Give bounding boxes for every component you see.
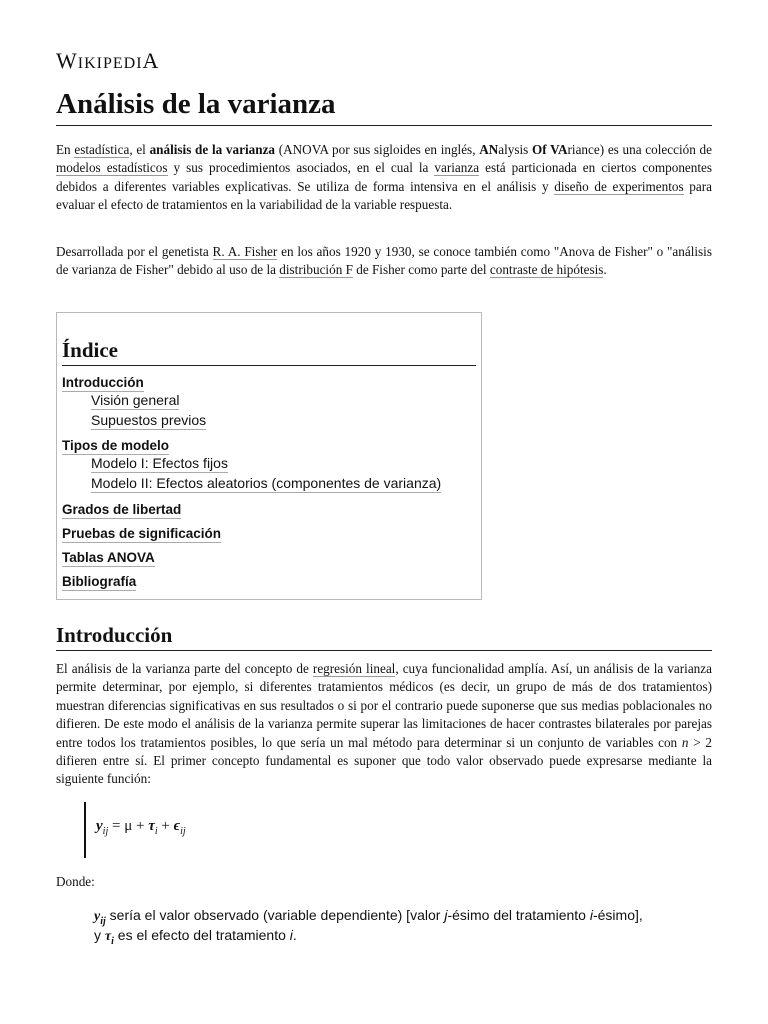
bold-term: Of VA — [532, 142, 568, 157]
introduccion-paragraph — [56, 660, 712, 789]
math-var: τ — [104, 929, 112, 944]
toc-item-grados-de-libertad[interactable]: Grados de libertad — [62, 502, 182, 517]
math-var: n — [681, 734, 689, 750]
wikipedia-logo[interactable] — [56, 48, 159, 74]
toc-item-vision-general[interactable]: Visión general — [91, 392, 180, 408]
intro-paragraph — [56, 141, 712, 215]
link-modelos-estadisticos[interactable]: modelos estadísticos — [56, 160, 168, 176]
toc-item-supuestos-previos[interactable]: Supuestos previos — [91, 412, 207, 428]
toc-item-modelo-i[interactable]: Modelo I: Efectos fijos — [91, 455, 228, 471]
text: alysis — [498, 142, 533, 157]
text: , el — [129, 142, 150, 157]
toc-item-tipos-de-modelo[interactable]: Tipos de modelo — [62, 438, 170, 453]
formula-bar — [84, 802, 86, 858]
text: El análisis de la varianza parte del concepto de — [56, 661, 313, 676]
bold-term: análisis de la varianza — [149, 142, 276, 157]
math-sub: ij — [100, 915, 106, 927]
text: de Fisher como parte del — [352, 262, 490, 278]
donde-label: Donde: — [56, 874, 95, 889]
toc-item-tablas-anova[interactable]: Tablas ANOVA — [62, 550, 155, 565]
math-op: + — [157, 818, 174, 834]
text: en los años 1920 y 1930, se conoce también como "Anova de Fisher" o "análisis de varianza de Fisher" debido al uso de la — [56, 244, 712, 278]
link-distribucion-f[interactable]: distribución F — [279, 262, 353, 278]
math-sub: i — [111, 935, 114, 947]
link-estadistica[interactable]: estadística — [74, 142, 130, 157]
text: . — [603, 262, 607, 278]
math-sub: ij — [102, 826, 109, 837]
text: para evaluar el efecto de tratamientos en la variabilidad de la variable respuesta. — [56, 178, 712, 213]
page-title: Análisis de la varianza — [56, 86, 712, 126]
toc-item-modelo-ii[interactable]: Modelo II: Efectos aleatorios (componentes de varianza) — [91, 475, 442, 491]
link-diseno-de-experimentos[interactable]: diseño de experimentos — [554, 178, 684, 194]
text: es el efecto del tratamiento — [113, 927, 290, 943]
math-var: ϵ — [173, 818, 181, 834]
history-paragraph — [56, 243, 712, 280]
logo-letter: A — [142, 48, 160, 73]
link-contraste-de-hipotesis[interactable]: contraste de hipótesis — [489, 262, 604, 278]
definition-tau — [94, 925, 297, 952]
logo-letter: W — [56, 48, 78, 73]
toc-item-introduccion[interactable]: Introducción — [62, 375, 144, 390]
text: -ésimo], — [592, 907, 643, 923]
logo-letters: IKIPEDI — [77, 55, 143, 72]
link-regresion-lineal[interactable]: regresión lineal — [312, 661, 396, 676]
link-varianza[interactable]: varianza — [434, 160, 480, 176]
text: En — [56, 142, 75, 157]
text: (ANOVA por sus sigloides en inglés, — [275, 142, 480, 157]
math-op: = μ + — [108, 818, 149, 834]
math-var: j — [444, 907, 448, 923]
text: Desarrollada por el genetista — [56, 244, 213, 259]
anova-formula — [96, 818, 186, 837]
math-var: y — [96, 818, 103, 834]
text: . — [292, 927, 297, 943]
text: está particionada en ciertos componentes debidos a diferentes variables explicativas. Se utiliza de forma intensiva en el análisis y — [56, 160, 713, 194]
link-fisher[interactable]: R. A. Fisher — [212, 244, 278, 259]
text: y — [94, 927, 105, 943]
text: , cuya funcionalidad amplía. Así, un análisis de la varianza permite determinar, por ejemplo, si diferentes tratamientos médicos (es decir, un grupo de más de dos tratamientos) muestran diferencias significativas en sus resultados o si por el contrario puede suponerse que sus medias poblacionales no difieren. De este modo el análisis de la varianza permite superar las limitaciones de hacer contrastes bilaterales por parejas entre todos los tratamientos posibles, lo que sería un mal método para determinar si un conjunto de variables con — [56, 661, 712, 750]
math-var: τ — [148, 818, 155, 834]
math-var: i — [589, 907, 593, 923]
table-of-contents — [56, 312, 482, 600]
text: y sus procedimientos asociados, en el cual la — [167, 160, 435, 176]
bold-term: AN — [479, 142, 499, 157]
math-var: y — [94, 909, 101, 924]
math-var: i — [289, 927, 293, 943]
toc-title: Índice — [62, 337, 476, 366]
text: sería el valor observado (variable dependiente) [valor — [105, 907, 445, 923]
toc-item-bibliografia[interactable]: Bibliografía — [62, 574, 137, 589]
text: > 2 difieren entre sí. El primer concepto fundamental es suponer que todo valor observado puede expresarse mediante la siguiente función: — [56, 734, 713, 787]
math-sub: i — [154, 826, 158, 837]
toc-item-pruebas-de-significacion[interactable]: Pruebas de significación — [62, 526, 222, 541]
text: riance) es una colección de — [567, 142, 712, 157]
math-sub: ij — [180, 826, 186, 837]
text: -ésimo del tratamiento — [447, 907, 590, 923]
section-heading-introduccion: Introducción — [56, 622, 712, 651]
